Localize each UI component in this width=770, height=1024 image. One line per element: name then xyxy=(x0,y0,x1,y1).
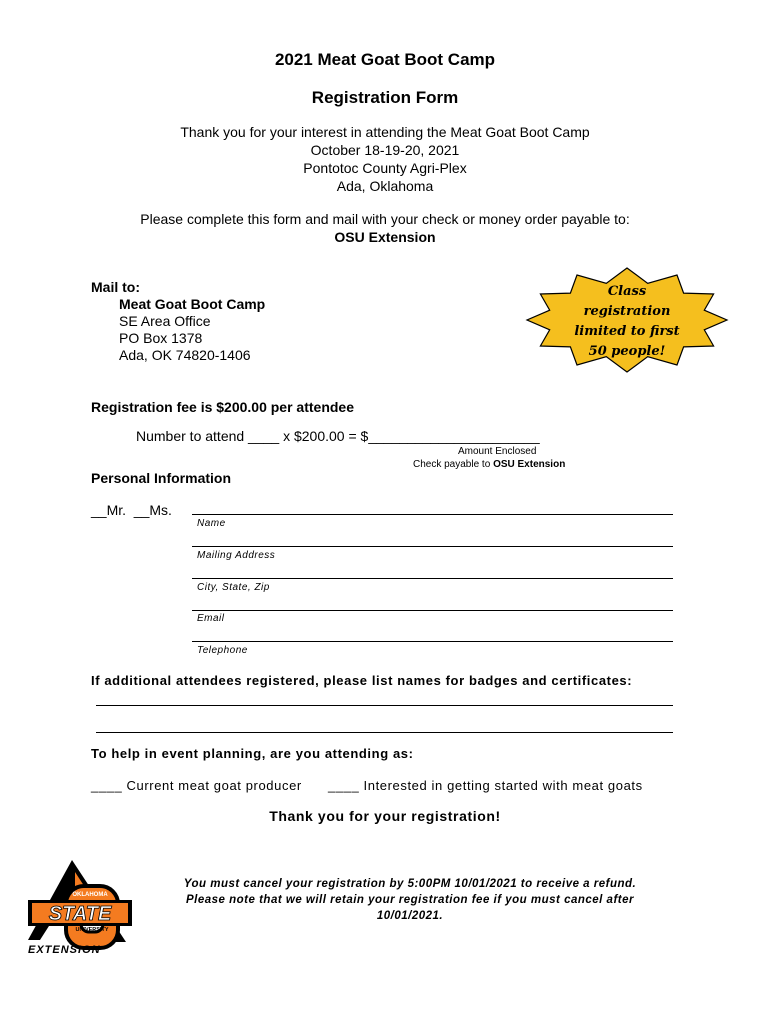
intro-block xyxy=(0,123,770,195)
city-state-zip-field[interactable] xyxy=(192,578,673,579)
cancel-line: Please note that we will retain your registration fee if you must cancel after xyxy=(185,894,634,906)
form-title: 2021 Meat Goat Boot Camp xyxy=(274,50,496,69)
current-producer-option[interactable]: ____ Current meat goat producer xyxy=(91,778,302,793)
name-field[interactable] xyxy=(192,514,673,515)
badge-line: Class xyxy=(607,284,647,299)
logo-university-text: UNIVERSITY xyxy=(75,927,109,933)
instruction-text: Please complete this form and mail with your check or money order payable to: xyxy=(140,211,630,227)
telephone-field[interactable] xyxy=(192,641,673,642)
email-label: Email xyxy=(197,613,225,624)
mail-line: PO Box 1378 xyxy=(119,330,203,346)
osu-extension-logo xyxy=(26,858,138,958)
planning-heading: To help in event planning, are you attending as: xyxy=(91,746,414,761)
badge-line: registration xyxy=(583,304,671,319)
payee-text: OSU Extension xyxy=(334,229,436,245)
number-to-attend-field[interactable]: Number to attend ____ x $200.00 = $______________________ xyxy=(136,428,540,444)
intro-line: Ada, Oklahoma xyxy=(336,178,434,194)
cancel-line: 10/01/2021. xyxy=(376,910,444,922)
mail-line: Ada, OK 74820-1406 xyxy=(119,347,251,363)
city-state-zip-label: City, State, Zip xyxy=(197,582,270,593)
osu-logo-icon xyxy=(26,858,138,958)
badge-line: limited to first xyxy=(574,324,680,339)
email-field[interactable] xyxy=(192,610,673,611)
logo-state-text: STATE xyxy=(48,903,112,925)
intro-line: Thank you for your interest in attending the Meat Goat Boot Camp xyxy=(180,124,590,140)
logo-extension-text: EXTENSION xyxy=(28,944,101,956)
telephone-label: Telephone xyxy=(197,645,248,656)
additional-attendee-line[interactable] xyxy=(96,732,673,733)
personal-heading: Personal Information xyxy=(91,470,232,486)
registration-limit-badge xyxy=(524,266,730,374)
intro-line: Pontotoc County Agri-Plex xyxy=(303,160,467,176)
mail-line: SE Area Office xyxy=(119,313,211,329)
thank-you-text: Thank you for your registration! xyxy=(269,808,501,824)
check-payee: OSU Extension xyxy=(493,459,566,470)
additional-attendee-line[interactable] xyxy=(96,705,673,706)
amount-enclosed-label: Amount Enclosed xyxy=(458,446,537,457)
fee-heading: Registration fee is $200.00 per attendee xyxy=(91,399,354,415)
getting-started-option[interactable]: ____ Interested in getting started with meat goats xyxy=(328,778,643,793)
badge-line: 50 people! xyxy=(588,344,666,359)
mailing-address-label: Mailing Address xyxy=(197,550,276,561)
check-payable-label xyxy=(413,459,565,470)
mail-name: Meat Goat Boot Camp xyxy=(119,296,266,312)
name-label: Name xyxy=(197,518,226,529)
mailing-address-field[interactable] xyxy=(192,546,673,547)
additional-heading: If additional attendees registered, please list names for badges and certificates: xyxy=(91,673,633,688)
intro-line: October 18-19-20, 2021 xyxy=(310,142,460,158)
mail-block xyxy=(91,279,265,364)
form-subtitle: Registration Form xyxy=(311,88,459,107)
cancellation-notice xyxy=(140,876,680,924)
mail-label: Mail to: xyxy=(91,279,140,295)
check-prefix: Check payable to xyxy=(413,459,494,470)
salutation-options[interactable]: __Mr. __Ms. xyxy=(91,502,172,518)
logo-oklahoma-text: OKLAHOMA xyxy=(72,892,108,898)
cancel-line: You must cancel your registration by 5:00PM 10/01/2021 to receive a refund. xyxy=(183,878,637,890)
